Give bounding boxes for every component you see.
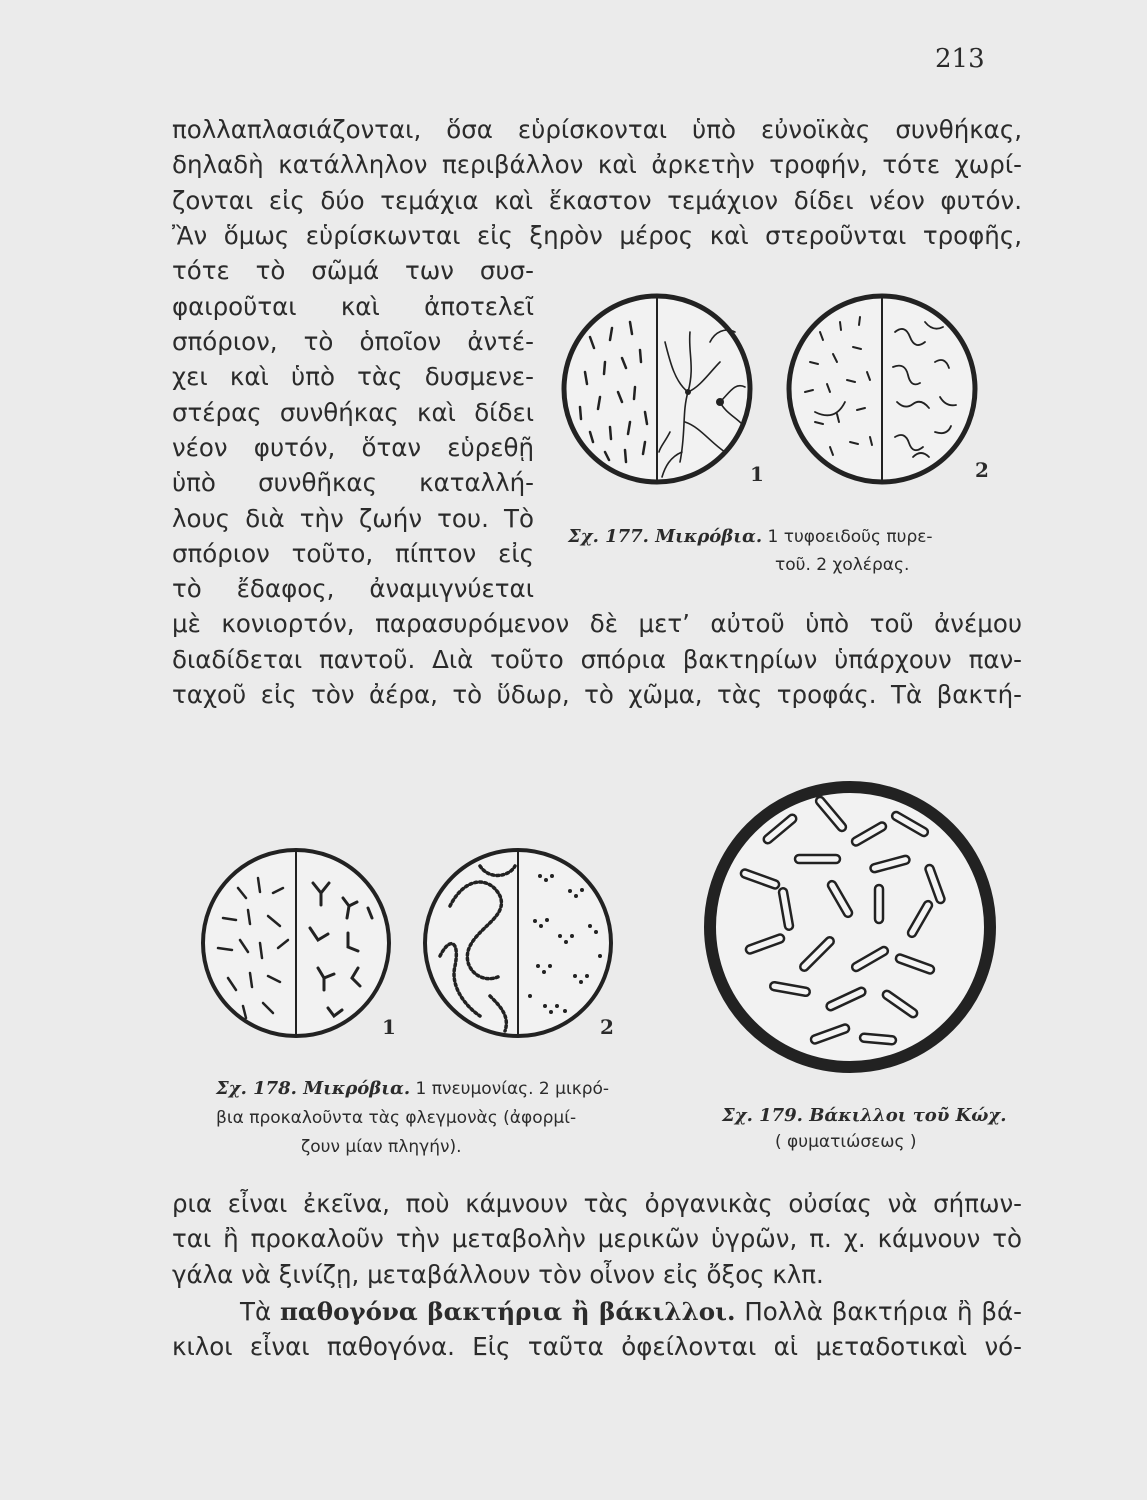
- fig177-caption-line1: 1 τυφοειδοῦς πυρε-: [767, 527, 933, 547]
- text-line: στέρας συνθήκας καὶ δίδει: [172, 398, 534, 427]
- text-line: ται ἢ προκαλοῦν τὴν μεταβολὴν μερικῶν ὑγρῶν, π. χ. κάμνουν τὸ: [172, 1224, 1022, 1253]
- text-line: [240, 1295, 1022, 1329]
- text-line: δηλαδὴ κατάλληλον περιβάλλον καὶ ἀρκετὴν τροφήν, τότε χωρί-: [172, 150, 1022, 179]
- text-line: ρια εἶναι ἐκεῖνα, ποὺ κάμνουν τὰς ὀργανικὰς οὐσίας νὰ σήπων-: [172, 1189, 1022, 1218]
- text-line: λους διὰ τὴν ζωήν του. Τὸ: [172, 504, 534, 533]
- text-line: μὲ κονιορτόν, παρασυρόμενον δὲ μετ’ αὐτοῦ ὑπὸ τοῦ ἀνέμου: [172, 609, 1022, 638]
- fig177-caption-line2: τοῦ. 2 χολέρας.: [775, 555, 910, 575]
- fig178-label: Σχ. 178. Μικρόβια.: [216, 1078, 411, 1099]
- paragraph-3-text: Πολλὰ βακτήρια ἢ βά-: [744, 1297, 1022, 1326]
- text-line: σπόριον τοῦτο, πίπτον εἰς: [172, 539, 534, 568]
- text-line: τὸ ἔδαφος, ἀναμιγνύεται: [172, 574, 534, 603]
- fig177-number-1: 1: [750, 462, 764, 486]
- text-line: γάλα νὰ ξινίζῃ, μεταβάλλουν τὸν οἶνον εἰς ὄξος κλπ.: [172, 1260, 824, 1289]
- fig178-number-1: 1: [382, 1015, 396, 1039]
- fig178-caption-line3: ζουν μίαν πληγήν).: [301, 1137, 462, 1157]
- fig178-inflammation-circle: [420, 846, 620, 1046]
- fig178-pneumonia-circle: [198, 848, 398, 1048]
- fig178-number-2: 2: [600, 1015, 614, 1039]
- fig178-caption: [216, 1077, 609, 1101]
- text-line: χει καὶ ὑπὸ τὰς δυσμενε-: [172, 362, 534, 391]
- fig177-typhoid-circle: [560, 292, 760, 492]
- fig179-koch-bacilli-circle: [700, 780, 1000, 1080]
- text-line: κιλοι εἶναι παθογόνα. Εἰς ταῦτα ὀφείλονται αἱ μεταδοτικαὶ νό-: [172, 1332, 1022, 1361]
- text-line: σπόριον, τὸ ὁποῖον ἀντέ-: [172, 327, 534, 356]
- fig177-label: Σχ. 177. Μικρόβια.: [568, 526, 763, 547]
- fig178-caption-line1: 1 πνευμονίας. 2 μικρό-: [415, 1079, 610, 1099]
- fig178-caption-line2: βια προκαλοῦντα τὰς φλεγμονὰς (ἀφορμί-: [216, 1108, 577, 1128]
- fig179-caption: [722, 1104, 1006, 1128]
- text-line: φαιροῦται καὶ ἀποτελεῖ: [172, 292, 534, 321]
- text-line: πολλαπλασιάζονται, ὅσα εὑρίσκονται ὑπὸ εὐνοϊκὰς συνθήκας,: [172, 115, 1022, 144]
- section-heading: παθογόνα βακτήρια ἢ βάκιλλοι.: [279, 1297, 736, 1326]
- text-line: νέον φυτόν, ὅταν εὑρεθῇ: [172, 433, 534, 462]
- fig179-label: Σχ. 179. Βάκιλλοι τοῦ Κώχ.: [722, 1105, 1007, 1126]
- fig177-number-2: 2: [975, 458, 989, 482]
- page-number: 213: [935, 44, 985, 74]
- text-line: ταχοῦ εἰς τὸν ἀέρα, τὸ ὕδωρ, τὸ χῶμα, τὰς τροφάς. Τὰ βακτή-: [172, 680, 1022, 709]
- fig177-caption: [568, 525, 933, 549]
- fig179-caption-line2: ( φυματιώσεως ): [775, 1132, 917, 1152]
- fig177-cholera-circle: [785, 292, 985, 492]
- paragraph-3-prefix: Τὰ: [240, 1297, 272, 1326]
- text-line: τότε τὸ σῶμά των συσ-: [172, 256, 534, 285]
- text-line: διαδίδεται παντοῦ. Διὰ τοῦτο σπόρια βακτηρίων ὑπάρχουν παν-: [172, 645, 1022, 674]
- text-line: ζονται εἰς δύο τεμάχια καὶ ἕκαστον τεμάχιον δίδει νέον φυτόν.: [172, 186, 1022, 215]
- text-line: Ἂν ὅμως εὑρίσκωνται εἰς ξηρὸν μέρος καὶ στεροῦνται τροφῆς,: [172, 221, 1022, 250]
- text-line: ὑπὸ συνθῆκας καταλλή-: [172, 468, 534, 497]
